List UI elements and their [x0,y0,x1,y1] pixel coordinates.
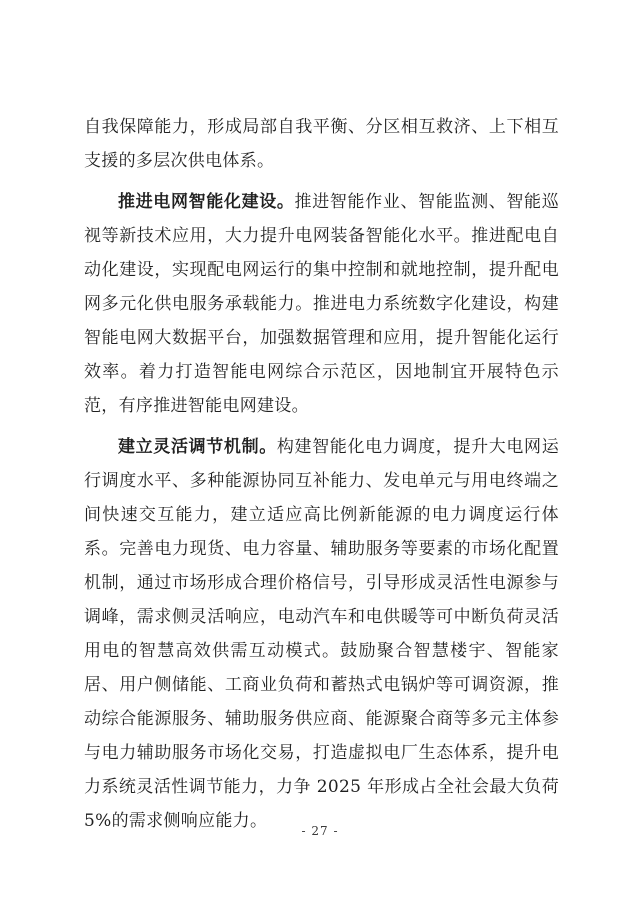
paragraph-text: 构建智能化电力调度，提升大电网运行调度水平、多种能源协同互补能力、发电单元与用电终端之间快速交互能力，建立适应高比例新能源的电力调度运行体系。完善电力现货、电力容量、辅助服务等要素的市场化配置机制，通过市场形成合理价格信号，引导形成灵活性电源参与调峰，需求侧灵活响应，电动汽车和电供暖等可中断负荷灵活用电的智慧高效供需互动模式。鼓励聚合智慧楼宇、智能家居、用户侧储能、工商业负荷和蓄热式电锅炉等可调资源，推动综合能源服务、辅助服务供应商、能源聚合商等多元主体参与电力辅助服务市场化交易，打造虚拟电厂生态体系，提升电力系统灵活性调节能力，力争 2025 年形成占全社会最大负荷 5%的需求侧响应能力。 [84,437,559,831]
body-paragraph [84,430,559,838]
paragraph-text: 推进智能作业、智能监测、智能巡视等新技术应用，大力提升电网装备智能化水平。推进配电自动化建设，实现配电网运行的集中控制和就地控制，提升配电网多元化供电服务承载能力。推进电力系统数字化建设，构建智能电网大数据平台，加强数据管理和应用，提升智能化运行效率。着力打造智能电网综合示范区，因地制宜开展特色示范，有序推进智能电网建设。 [84,192,560,416]
paragraph-lead-bold: 推进电网智能化建设。 [118,192,295,212]
body-paragraph [84,110,559,178]
paragraph-text: 自我保障能力，形成局部自我平衡、分区相互救济、上下相互支援的多层次供电体系。 [84,117,559,171]
page-number: - 27 - [301,824,339,838]
document-body [84,110,559,845]
paragraph-lead-bold: 建立灵活调节机制。 [118,437,277,457]
body-paragraph [84,185,559,423]
